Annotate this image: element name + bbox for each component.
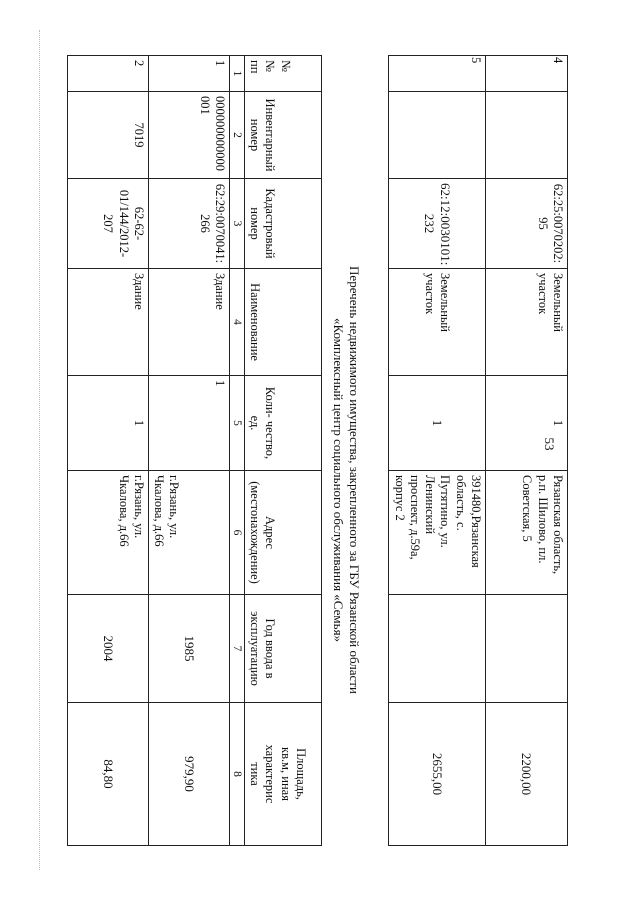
column-number-row	[229, 56, 244, 846]
header-num: № № пп	[245, 56, 322, 92]
col-number: 4	[229, 269, 244, 376]
quantity: 1	[67, 376, 148, 471]
table-row	[148, 56, 229, 846]
col-number: 3	[229, 179, 244, 269]
inventory-number: 000000000000 001	[148, 92, 229, 179]
cadastral-number: 62:25:0070202: 95	[486, 179, 568, 269]
inventory-number	[486, 92, 568, 179]
table-row	[389, 56, 486, 846]
commission-year	[486, 595, 568, 703]
col-number: 1	[229, 56, 244, 92]
header-cadastral: Кадастровый номер	[245, 179, 322, 269]
header-quantity: Коли- чество, ед.	[245, 376, 322, 471]
object-name: Земельный участок	[389, 269, 486, 376]
address: 391480,Рязанская область, с. Путятино, ул. Ленинский проспект, д.59а, корпус 2	[389, 471, 486, 595]
col-number: 6	[229, 471, 244, 595]
col-number: 8	[229, 703, 244, 846]
header-name: Наименование	[245, 269, 322, 376]
address: г.Рязань, ул. Чкалова, д.66	[67, 471, 148, 595]
area: 979,90	[148, 703, 229, 846]
col-number: 7	[229, 595, 244, 703]
address: г.Рязань, ул. Чкалова, д.66	[148, 471, 229, 595]
heading-line-2: «Комплексный центр социального обслуживания «Семья»	[330, 317, 346, 643]
col-number: 5	[229, 376, 244, 471]
row-number: 4	[486, 56, 568, 92]
property-table	[67, 55, 322, 846]
quantity: 1	[148, 376, 229, 471]
commission-year	[389, 595, 486, 703]
object-name: Здание	[67, 269, 148, 376]
commission-year: 2004	[67, 595, 148, 703]
object-name: Земельный участок	[486, 269, 568, 376]
heading-line-1: Перечень недвижимого имущества, закрепленного за ГБУ Рязанской области	[347, 266, 362, 694]
header-inventory: Инвентарный номер	[245, 92, 322, 179]
cadastral-number: 62:12:0030101: 232	[389, 179, 486, 269]
table-header-row	[245, 56, 322, 846]
list-heading	[330, 200, 363, 760]
area: 84,80	[67, 703, 148, 846]
table-row	[486, 56, 568, 846]
inventory-number	[389, 92, 486, 179]
row-number: 2	[67, 56, 148, 92]
quantity: 1	[486, 376, 568, 471]
property-table-continued	[389, 55, 569, 846]
col-number: 2	[229, 92, 244, 179]
area: 2200,00	[486, 703, 568, 846]
area: 2655,00	[389, 703, 486, 846]
page-number: 53	[542, 437, 557, 451]
quantity: 1	[389, 376, 486, 471]
header-year: Год ввода в эксплуатацию	[245, 595, 322, 703]
cadastral-number: 62:29:0070041: 266	[148, 179, 229, 269]
table-row	[67, 56, 148, 846]
inventory-number: 7019	[67, 92, 148, 179]
object-name: Здание	[148, 269, 229, 376]
header-address: Адрес (местонахождение)	[245, 471, 322, 595]
row-number: 1	[148, 56, 229, 92]
row-number: 5	[389, 56, 486, 92]
header-area: Площадь, кв.м, иная характерис тика	[245, 703, 322, 846]
commission-year: 1985	[148, 595, 229, 703]
scan-artifact-line	[39, 30, 40, 870]
address: Рязанская область, р.п. Шилово, пл. Советская, 5	[486, 471, 568, 595]
cadastral-number: 62-62- 01/144/2012- 207	[67, 179, 148, 269]
